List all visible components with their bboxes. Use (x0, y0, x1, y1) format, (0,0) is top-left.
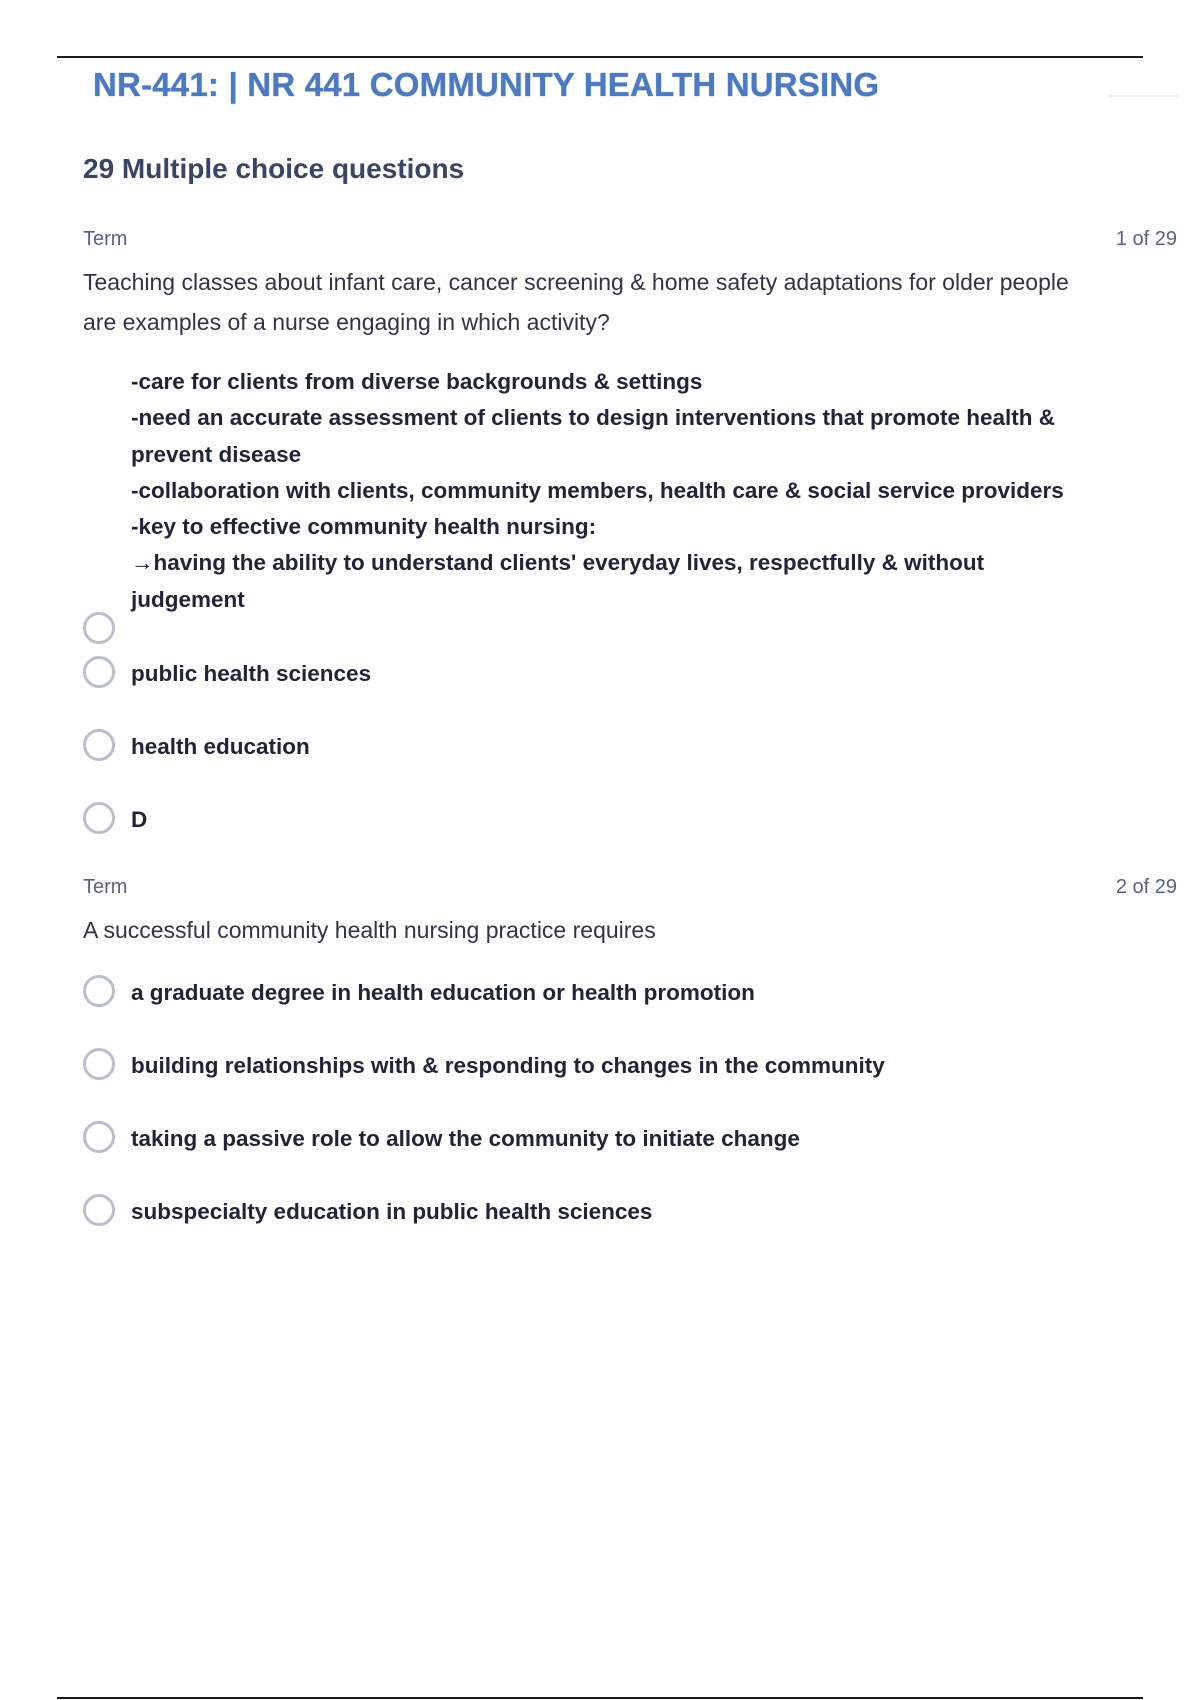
prompt-line: A successful community health nursing practice requires (83, 917, 656, 943)
question-counter: 2 of 29 (1115, 876, 1177, 898)
answer-option-d[interactable] (83, 1194, 1177, 1230)
option-line: →having the ability to understand clients' everyday lives, respectfully & without (131, 550, 985, 576)
answer-option-a[interactable] (83, 975, 1177, 1011)
prompt-line: are examples of a nurse engaging in which activity? (83, 309, 610, 335)
set-heading: 29 Multiple choice questions (83, 153, 465, 184)
question-card-1 (83, 228, 1177, 612)
option-line: -need an accurate assessment of clients to design interventions that promote health & (131, 405, 1055, 431)
answer-option-b[interactable] (83, 1048, 1177, 1084)
answer-option-d[interactable] (83, 802, 1177, 838)
option-label: health education (131, 734, 310, 759)
radio-button[interactable] (83, 1121, 115, 1153)
option-line: prevent disease (131, 441, 302, 467)
radio-button[interactable] (83, 975, 115, 1007)
bottom-divider (57, 1697, 1143, 1699)
top-divider (57, 56, 1143, 58)
answer-option-c[interactable] (83, 729, 1177, 765)
question-prompt (83, 910, 1163, 950)
term-label: Term (83, 876, 128, 898)
radio-button[interactable] (83, 612, 115, 644)
answer-option-c[interactable] (83, 1121, 1177, 1157)
option-line: -key to effective community health nursing: (131, 514, 597, 540)
radio-button[interactable] (83, 729, 115, 761)
radio-button[interactable] (83, 656, 115, 688)
option-line: -collaboration with clients, community members, health care & social service providers (131, 477, 1064, 503)
question-card-2 (83, 876, 1177, 950)
term-label: Term (83, 228, 128, 250)
prompt-line: Teaching classes about infant care, cancer screening & home safety adaptations for older people (83, 269, 1069, 295)
radio-button[interactable] (83, 1048, 115, 1080)
option-label: building relationships with & responding to changes in the community (131, 1053, 885, 1078)
header-accent-line (1108, 95, 1178, 97)
option-label (131, 364, 1151, 618)
option-label: D (131, 807, 148, 832)
option-label: taking a passive role to allow the community to initiate change (131, 1126, 800, 1151)
radio-button[interactable] (83, 802, 115, 834)
option-label: subspecialty education in public health sciences (131, 1199, 653, 1224)
option-line: judgement (131, 586, 245, 612)
document-title: NR-441: | NR 441 COMMUNITY HEALTH NURSING (93, 66, 880, 103)
answer-option-b[interactable] (83, 656, 1177, 692)
answer-option-a[interactable] (83, 364, 1177, 624)
radio-button[interactable] (83, 1194, 115, 1226)
option-label: a graduate degree in health education or health promotion (131, 980, 755, 1005)
question-prompt (83, 262, 1163, 342)
question-counter: 1 of 29 (1115, 228, 1177, 250)
option-label: public health sciences (131, 661, 372, 686)
option-line: -care for clients from diverse backgrounds & settings (131, 369, 703, 394)
